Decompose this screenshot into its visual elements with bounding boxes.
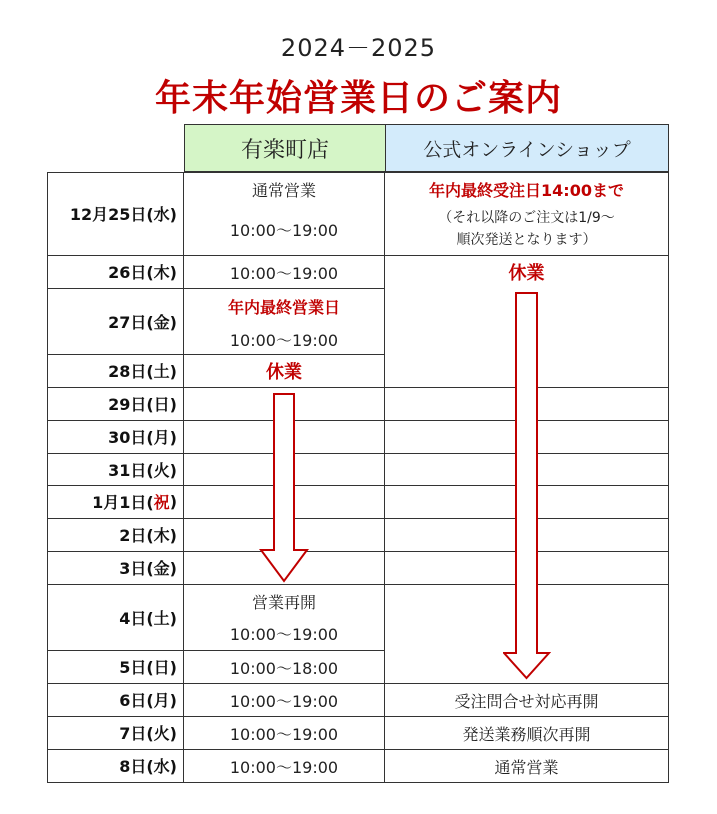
store-hours-cell bbox=[184, 288, 385, 354]
grid-line bbox=[47, 584, 669, 585]
store-hours-cell bbox=[184, 716, 385, 749]
grid-line bbox=[47, 288, 184, 289]
table-row bbox=[47, 354, 669, 387]
store-hours: 10:00〜19:00 bbox=[229, 692, 339, 711]
table-row bbox=[47, 584, 669, 650]
grid-line bbox=[47, 485, 669, 486]
holiday-mark: 祝 bbox=[153, 493, 170, 512]
date-cell: 4日(土) bbox=[47, 584, 184, 650]
store-closed-label: 休業 bbox=[266, 362, 302, 383]
online-note-line2: 順次発送となります） bbox=[456, 232, 597, 248]
grid-line bbox=[47, 172, 669, 173]
online-status-cell bbox=[385, 749, 669, 782]
table-row bbox=[47, 551, 669, 584]
table-row bbox=[47, 749, 669, 782]
table-row bbox=[47, 485, 669, 518]
store-hours: 10:00〜18:00 bbox=[229, 659, 339, 678]
grid-line bbox=[47, 782, 669, 783]
grid-line bbox=[184, 354, 385, 355]
date-suffix: ) bbox=[169, 492, 177, 511]
date-prefix: 1月1日( bbox=[92, 493, 154, 512]
table-row bbox=[47, 255, 669, 288]
grid-line bbox=[47, 716, 669, 717]
page-title: 年末年始営業日のご案内 bbox=[154, 78, 562, 119]
date-cell: 28日(土) bbox=[47, 354, 184, 387]
grid-line bbox=[47, 453, 669, 454]
grid-line bbox=[184, 288, 385, 289]
store-hours: 10:00〜19:00 bbox=[229, 264, 339, 283]
store-closed-down-arrow-icon bbox=[259, 392, 309, 584]
grid-line bbox=[47, 749, 669, 750]
table-row bbox=[47, 650, 669, 683]
online-status: 受注問合せ対応再開 bbox=[454, 692, 599, 711]
date-cell: 3日(金) bbox=[47, 551, 184, 584]
date-cell: 8日(水) bbox=[47, 749, 184, 782]
column-header-online-shop: 公式オンラインショップ bbox=[385, 124, 669, 172]
online-status: 通常営業 bbox=[494, 758, 559, 777]
store-hours-cell bbox=[184, 584, 385, 650]
table-row bbox=[47, 453, 669, 485]
store-hours: 10:00〜19:00 bbox=[229, 758, 339, 777]
grid-line bbox=[47, 683, 669, 684]
store-hours: 10:00〜19:00 bbox=[229, 221, 339, 240]
table-row bbox=[47, 172, 669, 255]
table-row bbox=[47, 288, 669, 354]
grid-line bbox=[184, 650, 385, 651]
date-cell: 2日(木) bbox=[47, 518, 184, 551]
date-cell: 31日(火) bbox=[47, 453, 184, 485]
store-hours: 10:00〜19:00 bbox=[229, 331, 339, 350]
store-status: 通常営業 bbox=[251, 181, 316, 200]
store-hours-cell bbox=[184, 172, 385, 255]
online-note-line1: （それ以降のご注文は1/9〜 bbox=[438, 210, 615, 226]
table-row bbox=[47, 683, 669, 716]
store-hours-cell bbox=[184, 354, 385, 387]
year-range: 2024－2025 bbox=[280, 34, 437, 62]
store-hours-cell bbox=[184, 650, 385, 683]
store-hours-cell bbox=[184, 255, 385, 288]
table-row bbox=[47, 518, 669, 551]
grid-line bbox=[47, 354, 184, 355]
online-closed-down-arrow-icon bbox=[503, 291, 551, 681]
online-status-cell bbox=[385, 683, 669, 716]
grid-line bbox=[47, 255, 669, 256]
date-cell: 12月25日(水) bbox=[47, 172, 184, 255]
date-cell: 27日(金) bbox=[47, 288, 184, 354]
store-hours-cell bbox=[184, 749, 385, 782]
store-hours: 10:00〜19:00 bbox=[229, 625, 339, 644]
online-status-cell bbox=[385, 716, 669, 749]
table-row bbox=[47, 420, 669, 453]
store-reopen-label: 営業再開 bbox=[251, 593, 316, 612]
online-status-cell bbox=[385, 255, 669, 288]
date-cell: 30日(月) bbox=[47, 420, 184, 453]
date-cell: 5日(日) bbox=[47, 650, 184, 683]
date-cell: 6日(月) bbox=[47, 683, 184, 716]
grid-line bbox=[47, 551, 669, 552]
grid-line bbox=[47, 387, 669, 388]
store-hours: 10:00〜19:00 bbox=[229, 725, 339, 744]
grid-line bbox=[47, 420, 669, 421]
table-row bbox=[47, 716, 669, 749]
online-closed-label: 休業 bbox=[508, 263, 545, 284]
online-status: 発送業務順次再開 bbox=[462, 725, 591, 744]
column-header-store: 有楽町店 bbox=[184, 124, 386, 172]
online-last-order-notice: 年内最終受注日14:00まで bbox=[429, 181, 624, 200]
store-hours-cell bbox=[184, 683, 385, 716]
online-status-cell bbox=[385, 172, 669, 255]
table-row bbox=[47, 387, 669, 420]
date-cell: 26日(木) bbox=[47, 255, 184, 288]
store-last-business-day: 年内最終営業日 bbox=[227, 298, 340, 317]
grid-line bbox=[47, 650, 184, 651]
date-cell: 7日(火) bbox=[47, 716, 184, 749]
date-cell: 29日(日) bbox=[47, 387, 184, 420]
grid-line bbox=[47, 518, 669, 519]
date-cell bbox=[47, 485, 184, 518]
